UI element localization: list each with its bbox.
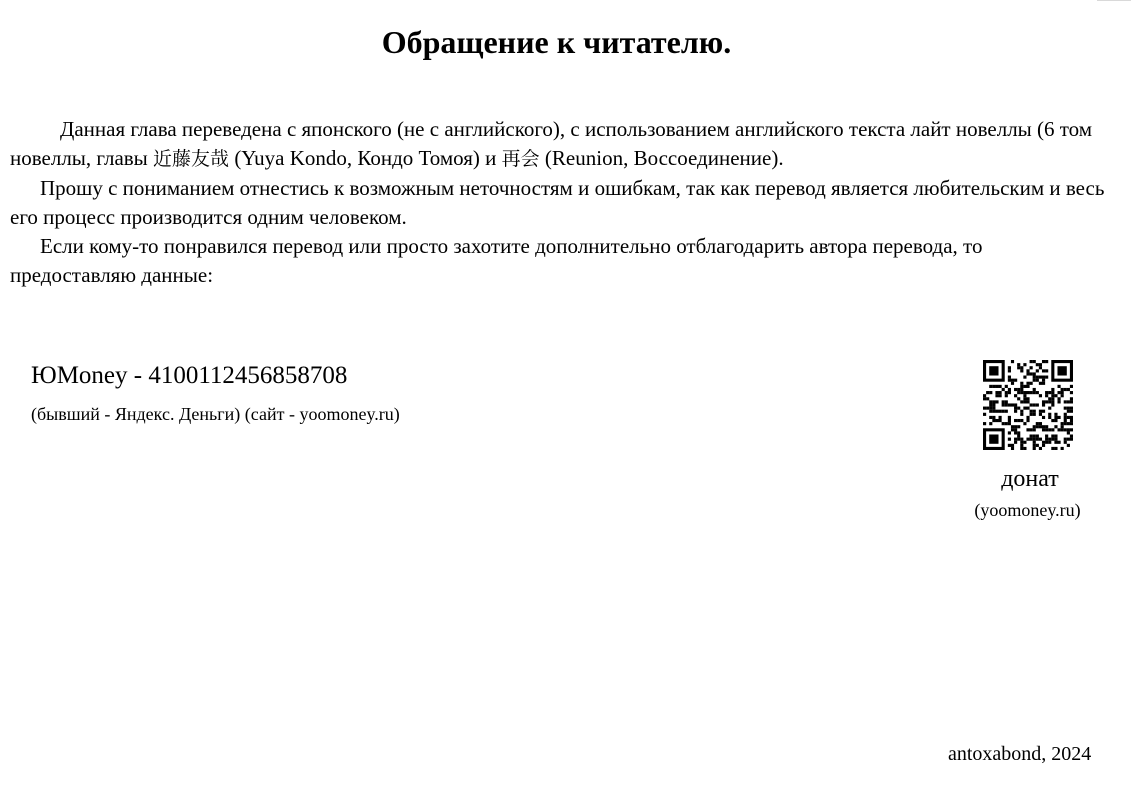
qr-module <box>1048 438 1051 441</box>
qr-module <box>1005 400 1008 403</box>
qr-module <box>1026 416 1029 419</box>
qr-module <box>1067 407 1070 410</box>
qr-module <box>1048 413 1051 416</box>
qr-module <box>1039 382 1042 385</box>
qr-module <box>1017 388 1020 391</box>
qr-module <box>1033 410 1036 413</box>
qr-module <box>1057 441 1060 444</box>
qr-module <box>1070 416 1073 419</box>
qr-module <box>1033 438 1036 441</box>
qr-module <box>1026 391 1029 394</box>
qr-module <box>1026 428 1029 431</box>
qr-module <box>1011 425 1014 428</box>
qr-module <box>999 391 1002 394</box>
qr-module <box>1014 425 1017 428</box>
qr-module <box>1070 419 1073 422</box>
qr-module <box>1051 400 1054 403</box>
qr-module <box>1061 388 1064 391</box>
qr-module <box>1067 388 1070 391</box>
qr-module <box>1033 425 1036 428</box>
qr-module <box>1020 413 1023 416</box>
qr-module <box>1036 363 1039 366</box>
qr-module <box>1008 388 1011 391</box>
qr-module <box>1039 376 1042 379</box>
qr-module <box>1011 379 1014 382</box>
qr-finder-inner <box>1057 366 1066 375</box>
qr-module <box>1030 372 1033 375</box>
qr-module <box>1020 391 1023 394</box>
qr-finder-inner <box>989 366 998 375</box>
qr-module <box>1042 441 1045 444</box>
qr-module <box>992 400 995 403</box>
qr-module <box>1042 376 1045 379</box>
qr-module <box>1054 413 1057 416</box>
qr-module <box>1067 444 1070 447</box>
qr-module <box>1051 391 1054 394</box>
qr-module <box>1042 416 1045 419</box>
qr-module <box>1067 428 1070 431</box>
qr-module <box>1014 407 1017 410</box>
qr-module <box>1045 441 1048 444</box>
qr-module <box>989 407 992 410</box>
yoomoney-wallet-number: ЮMoney - 4100112456858708 <box>31 362 348 389</box>
qr-module <box>1005 403 1008 406</box>
qr-module <box>1008 416 1011 419</box>
qr-module <box>1064 400 1067 403</box>
qr-module <box>1042 379 1045 382</box>
qr-module <box>1045 376 1048 379</box>
qr-module <box>1023 363 1026 366</box>
qr-module <box>1011 403 1014 406</box>
qr-module <box>1064 441 1067 444</box>
qr-module <box>1014 394 1017 397</box>
qr-module <box>992 403 995 406</box>
qr-module <box>1057 397 1060 400</box>
qr-module <box>1023 391 1026 394</box>
qr-module <box>1045 438 1048 441</box>
qr-module <box>1033 447 1036 450</box>
qr-module <box>1057 400 1060 403</box>
qr-module <box>1061 425 1064 428</box>
qr-module <box>1026 400 1029 403</box>
qr-module <box>1051 419 1054 422</box>
qr-module <box>1017 363 1020 366</box>
qr-module <box>1042 360 1045 363</box>
qr-module <box>1048 407 1051 410</box>
qr-module <box>1039 410 1042 413</box>
qr-module <box>1023 385 1026 388</box>
qr-module <box>1026 419 1029 422</box>
qr-module <box>1036 376 1039 379</box>
qr-module <box>992 407 995 410</box>
qr-module <box>1070 391 1073 394</box>
qr-module <box>1051 403 1054 406</box>
qr-module <box>1054 419 1057 422</box>
qr-module <box>1051 397 1054 400</box>
qr-module <box>1020 444 1023 447</box>
qr-module <box>1070 385 1073 388</box>
qr-module <box>1036 425 1039 428</box>
qr-module <box>992 419 995 422</box>
qr-module <box>1014 403 1017 406</box>
qr-module <box>1054 441 1057 444</box>
qr-module <box>1008 422 1011 425</box>
qr-module <box>1020 447 1023 450</box>
qr-module <box>1042 444 1045 447</box>
qr-module <box>1042 403 1045 406</box>
qr-module <box>989 400 992 403</box>
qr-module <box>999 385 1002 388</box>
qr-module <box>1008 391 1011 394</box>
qr-module <box>1011 428 1014 431</box>
qr-module <box>1017 366 1020 369</box>
qr-module <box>1014 388 1017 391</box>
qr-module <box>1036 444 1039 447</box>
qr-module <box>1020 385 1023 388</box>
paragraph-1-text-a: Данная глава переведена с японского (не с английского), с использованием английского текста лайт новеллы (6 том новеллы, главы <box>10 117 1093 170</box>
qr-module <box>1017 419 1020 422</box>
qr-module <box>1011 360 1014 363</box>
qr-module <box>1030 382 1033 385</box>
qr-module <box>986 391 989 394</box>
qr-module <box>1042 369 1045 372</box>
qr-module <box>1070 434 1073 437</box>
qr-module <box>983 413 986 416</box>
qr-module <box>1061 447 1064 450</box>
qr-module <box>1070 400 1073 403</box>
qr-module <box>1051 394 1054 397</box>
donate-label: донат <box>1001 466 1059 492</box>
qr-module <box>1023 397 1026 400</box>
qr-module <box>995 410 998 413</box>
qr-module <box>1057 391 1060 394</box>
qr-module <box>1020 438 1023 441</box>
qr-module <box>1023 441 1026 444</box>
qr-module <box>1026 397 1029 400</box>
qr-module <box>1033 391 1036 394</box>
qr-module <box>1054 425 1057 428</box>
qr-module <box>1030 428 1033 431</box>
qr-module <box>1026 382 1029 385</box>
qr-module <box>1033 428 1036 431</box>
qr-module <box>1008 444 1011 447</box>
qr-module <box>983 394 986 397</box>
qr-module <box>995 391 998 394</box>
qr-module <box>1054 447 1057 450</box>
qr-module <box>1039 413 1042 416</box>
qr-module <box>1011 444 1014 447</box>
qr-module <box>1061 428 1064 431</box>
qr-module <box>1017 391 1020 394</box>
qr-module <box>992 416 995 419</box>
qr-module <box>1008 369 1011 372</box>
qr-module <box>995 394 998 397</box>
qr-module <box>1070 438 1073 441</box>
qr-module <box>1064 388 1067 391</box>
qr-module <box>1054 394 1057 397</box>
qr-module <box>995 400 998 403</box>
qr-module <box>1033 379 1036 382</box>
qr-module <box>1005 385 1008 388</box>
qr-module <box>1042 428 1045 431</box>
qr-module <box>1014 419 1017 422</box>
qr-module <box>1064 407 1067 410</box>
qr-module <box>1061 394 1064 397</box>
qr-module <box>1008 431 1011 434</box>
qr-module <box>1008 366 1011 369</box>
qr-module <box>1048 397 1051 400</box>
qr-module <box>1026 369 1029 372</box>
qr-module <box>1054 416 1057 419</box>
qr-module <box>1033 434 1036 437</box>
qr-module <box>1045 369 1048 372</box>
qr-code-graphic <box>983 360 1073 450</box>
qr-module <box>986 407 989 410</box>
qr-module <box>1014 410 1017 413</box>
chapter-title-japanese-1: 近藤友哉 <box>153 148 230 170</box>
qr-module <box>1039 394 1042 397</box>
qr-module <box>1045 434 1048 437</box>
qr-module <box>1023 394 1026 397</box>
qr-module <box>999 416 1002 419</box>
qr-module <box>1017 397 1020 400</box>
qr-module <box>1064 438 1067 441</box>
qr-module <box>1042 382 1045 385</box>
qr-module <box>1020 419 1023 422</box>
qr-module <box>1020 388 1023 391</box>
qr-module <box>1045 360 1048 363</box>
qr-module <box>1070 428 1073 431</box>
qr-module <box>1008 376 1011 379</box>
qr-module <box>1051 428 1054 431</box>
corner-divider <box>1097 0 1131 1</box>
qr-module <box>1067 422 1070 425</box>
qr-module <box>1017 425 1020 428</box>
qr-module <box>989 403 992 406</box>
qr-module <box>989 391 992 394</box>
qr-module <box>999 419 1002 422</box>
qr-finder-inner <box>989 434 998 443</box>
qr-module <box>1033 360 1036 363</box>
qr-module <box>1036 438 1039 441</box>
qr-module <box>1067 416 1070 419</box>
qr-module <box>1042 400 1045 403</box>
qr-module <box>1061 422 1064 425</box>
qr-module <box>1020 366 1023 369</box>
qr-module <box>1064 413 1067 416</box>
qr-module <box>1036 391 1039 394</box>
qr-module <box>1067 438 1070 441</box>
qr-module <box>1033 441 1036 444</box>
qr-module <box>1070 407 1073 410</box>
qr-module <box>1005 394 1008 397</box>
qr-module <box>1045 391 1048 394</box>
qr-module <box>1017 438 1020 441</box>
qr-module <box>1030 438 1033 441</box>
qr-module <box>1033 388 1036 391</box>
qr-module <box>1064 422 1067 425</box>
qr-module <box>1051 447 1054 450</box>
qr-module <box>1039 422 1042 425</box>
qr-module <box>1057 385 1060 388</box>
qr-module <box>1030 391 1033 394</box>
paragraph-1-text-b: (Yuya Kondo, Кондо Томоя) и <box>229 146 502 170</box>
qr-module <box>1048 391 1051 394</box>
qr-module <box>1011 382 1014 385</box>
qr-module <box>1014 438 1017 441</box>
qr-module <box>1042 410 1045 413</box>
qr-module <box>1051 438 1054 441</box>
qr-module <box>1008 379 1011 382</box>
qr-module <box>1033 376 1036 379</box>
qr-module <box>992 385 995 388</box>
qr-module <box>1002 410 1005 413</box>
qr-module <box>1064 428 1067 431</box>
qr-module <box>1039 447 1042 450</box>
qr-module <box>1002 388 1005 391</box>
qr-module <box>1048 428 1051 431</box>
reader-message <box>10 115 1108 290</box>
qr-module <box>1026 438 1029 441</box>
qr-module <box>1070 397 1073 400</box>
qr-module <box>986 397 989 400</box>
qr-module <box>1057 428 1060 431</box>
qr-module <box>1014 431 1017 434</box>
qr-module <box>1033 444 1036 447</box>
qr-module <box>1061 391 1064 394</box>
qr-module <box>1067 431 1070 434</box>
qr-module <box>1030 413 1033 416</box>
qr-code-icon[interactable] <box>983 360 1073 450</box>
qr-module <box>1020 369 1023 372</box>
qr-module <box>989 416 992 419</box>
qr-module <box>1005 422 1008 425</box>
qr-module <box>1064 419 1067 422</box>
qr-module <box>983 422 986 425</box>
qr-module <box>1057 416 1060 419</box>
qr-module <box>999 410 1002 413</box>
qr-module <box>1008 438 1011 441</box>
qr-module <box>1020 441 1023 444</box>
qr-module <box>1045 425 1048 428</box>
qr-module <box>995 385 998 388</box>
qr-module <box>1033 372 1036 375</box>
page-title: Обращение к читателю. <box>381 24 732 60</box>
qr-module <box>1017 434 1020 437</box>
qr-module <box>1002 422 1005 425</box>
qr-module <box>1039 366 1042 369</box>
qr-module <box>1030 410 1033 413</box>
qr-module <box>1020 382 1023 385</box>
qr-module <box>1048 400 1051 403</box>
qr-module <box>1023 422 1026 425</box>
qr-module <box>1051 388 1054 391</box>
qr-module <box>1048 441 1051 444</box>
qr-module <box>995 419 998 422</box>
qr-module <box>1017 407 1020 410</box>
qr-module <box>1020 400 1023 403</box>
qr-module <box>999 394 1002 397</box>
qr-module <box>1023 400 1026 403</box>
qr-module <box>1048 416 1051 419</box>
qr-module <box>1064 416 1067 419</box>
qr-module <box>1067 400 1070 403</box>
signature: antoxabond, 2024 <box>948 743 1092 765</box>
paragraph-1 <box>10 115 1108 174</box>
qr-module <box>1045 428 1048 431</box>
qr-module <box>983 407 986 410</box>
qr-module <box>1054 434 1057 437</box>
qr-module <box>1054 438 1057 441</box>
qr-module <box>1002 403 1005 406</box>
qr-module <box>1026 407 1029 410</box>
qr-module <box>1045 394 1048 397</box>
qr-module <box>1036 422 1039 425</box>
qr-module <box>1030 434 1033 437</box>
qr-module <box>1026 372 1029 375</box>
qr-module <box>983 397 986 400</box>
qr-module <box>1045 400 1048 403</box>
qr-module <box>1030 366 1033 369</box>
qr-module <box>1067 410 1070 413</box>
qr-module <box>989 410 992 413</box>
qr-module <box>1070 410 1073 413</box>
qr-module <box>1026 385 1029 388</box>
paragraph-2: Прошу с пониманием отнестись к возможным неточностям и ошибкам, так как перевод является любительским и весь его процесс производится одним человеком. <box>10 176 1105 229</box>
qr-module <box>1039 363 1042 366</box>
qr-module <box>989 385 992 388</box>
qr-module <box>1023 407 1026 410</box>
donate-site: (yoomoney.ru) <box>974 500 1081 520</box>
qr-module <box>1030 360 1033 363</box>
qr-module <box>1014 441 1017 444</box>
qr-module <box>989 422 992 425</box>
qr-module <box>1033 413 1036 416</box>
qr-module <box>1042 425 1045 428</box>
qr-module <box>1033 403 1036 406</box>
qr-module <box>1008 403 1011 406</box>
qr-module <box>992 410 995 413</box>
qr-module <box>1014 379 1017 382</box>
qr-module <box>1070 422 1073 425</box>
yoomoney-note: (бывший - Яндекс. Деньги) (сайт - yoomoney.ru) <box>31 404 400 424</box>
qr-module <box>1036 403 1039 406</box>
paragraph-3: Если кому-то понравился перевод или просто захотите дополнительно отблагодарить автора перевода, то предоставляю данные: <box>10 234 983 287</box>
qr-module <box>1017 431 1020 434</box>
qr-module <box>1011 447 1014 450</box>
paragraph-1-text-c: (Reunion, Воссоединение). <box>539 146 784 170</box>
qr-module <box>1005 410 1008 413</box>
qr-module <box>1020 410 1023 413</box>
qr-module <box>1023 376 1026 379</box>
qr-module <box>1051 434 1054 437</box>
qr-module <box>1030 403 1033 406</box>
qr-module <box>1014 428 1017 431</box>
qr-module <box>1036 434 1039 437</box>
qr-module <box>1008 419 1011 422</box>
qr-module <box>1036 369 1039 372</box>
chapter-title-japanese-2: 再会 <box>501 148 540 170</box>
qr-module <box>1039 438 1042 441</box>
qr-module <box>1023 447 1026 450</box>
qr-module <box>1005 391 1008 394</box>
qr-module <box>1039 425 1042 428</box>
qr-module <box>1002 400 1005 403</box>
qr-module <box>1036 379 1039 382</box>
